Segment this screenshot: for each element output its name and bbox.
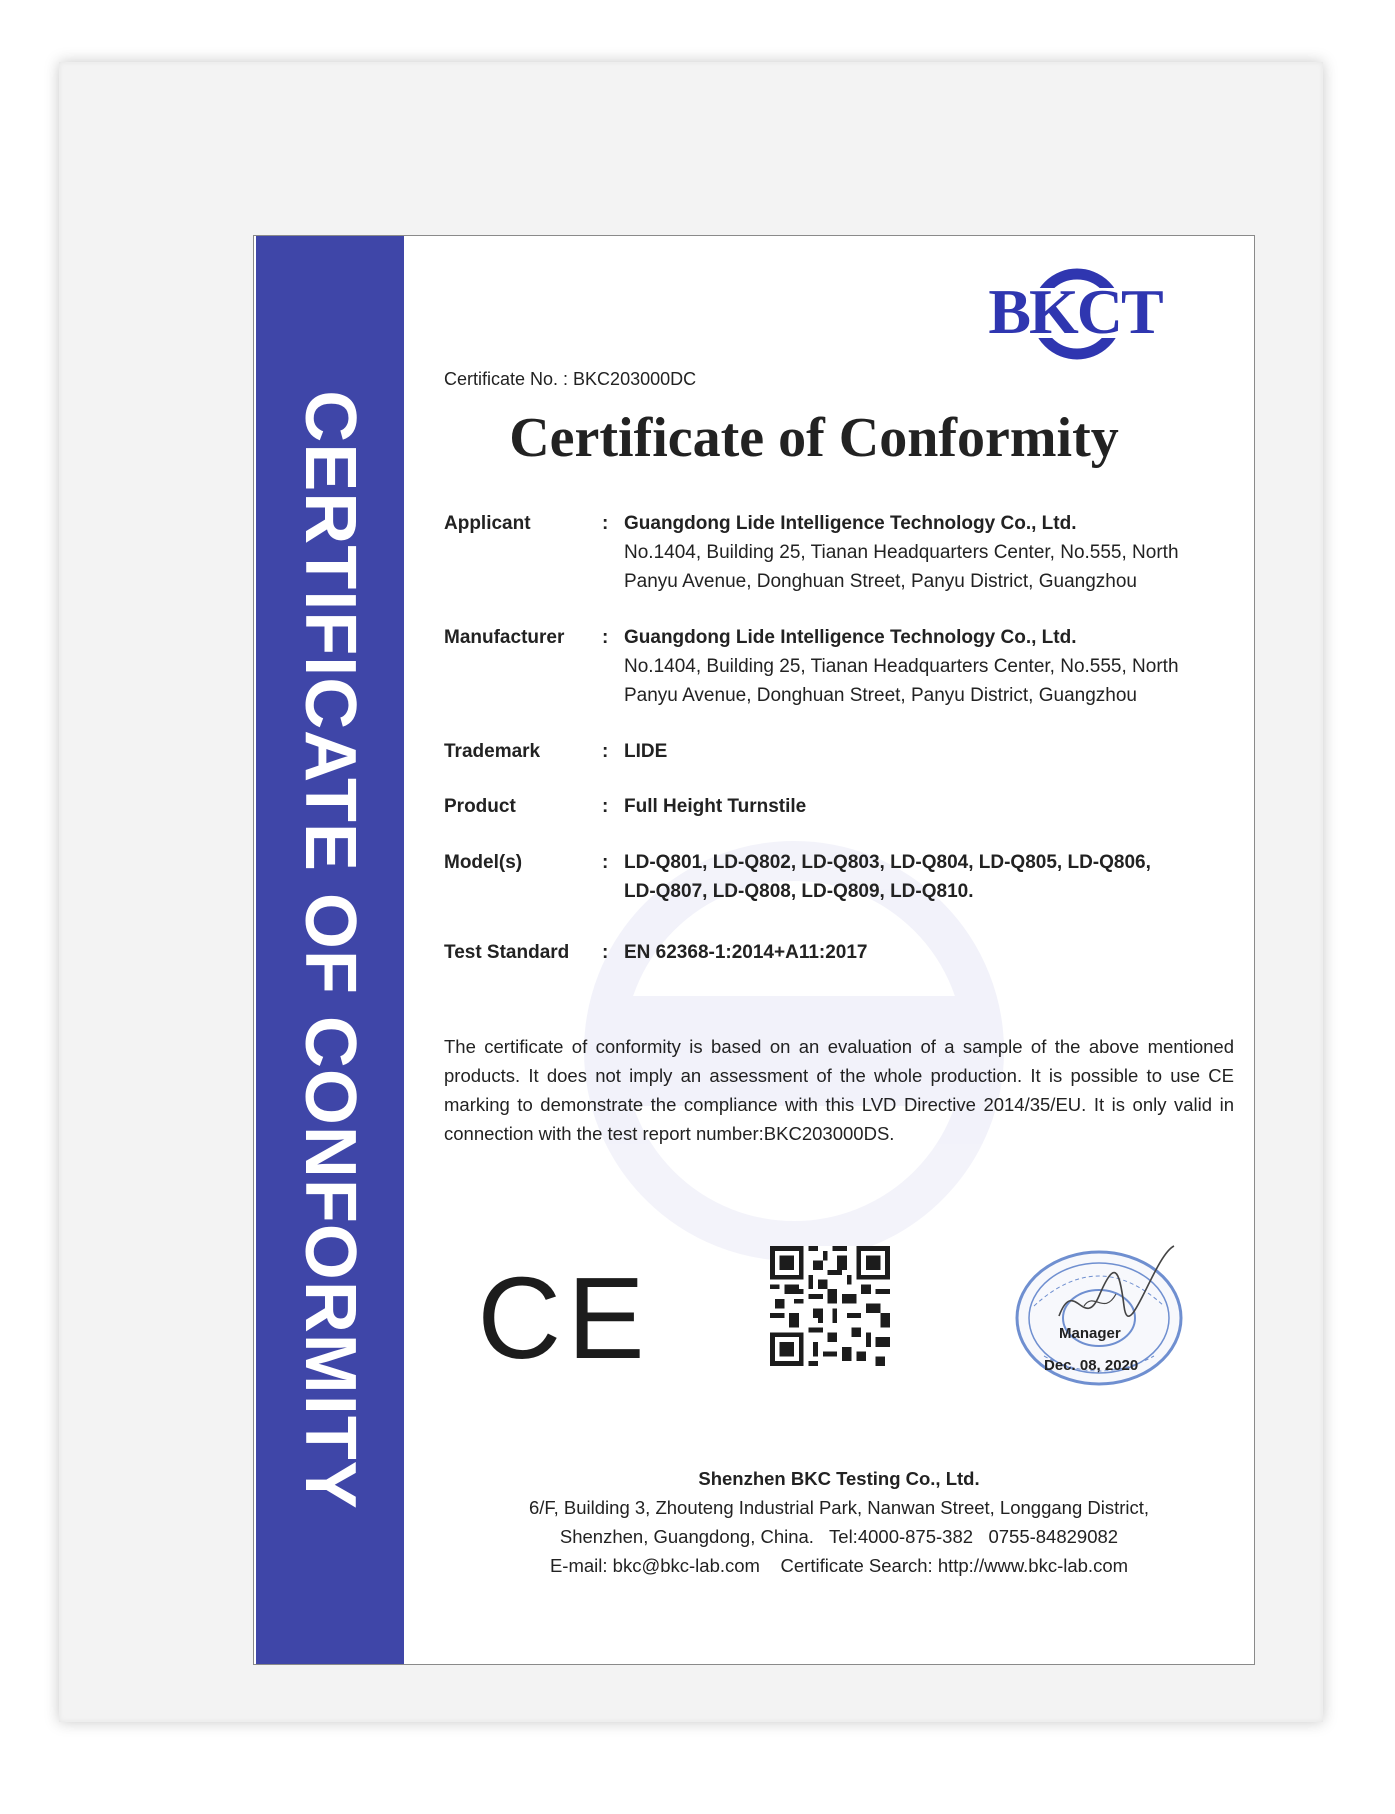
applicant-label: Applicant [444, 513, 531, 534]
manufacturer-label: Manufacturer [444, 627, 565, 648]
models-line1: LD-Q801, LD-Q802, LD-Q803, LD-Q804, LD-Q805, LD-Q806, [624, 852, 1151, 873]
sidebar-band [256, 236, 404, 1664]
manufacturer-colon: : [602, 627, 609, 648]
issuer-address-line2: Shenzhen, Guangdong, China. Tel:4000-875-382 0755-84829082 [559, 1526, 1119, 1547]
trademark-value: LIDE [624, 741, 668, 762]
manufacturer-address-line1: No.1404, Building 25, Tianan Headquarters Center, No.555, North [624, 656, 1179, 677]
bkct-logo [980, 264, 1170, 364]
certificate-paper [253, 235, 1255, 1665]
conformity-statement: The certificate of conformity is based on an evaluation of a sample of the above mentioned products. It does not imply an assessment of the whole production. It is possible to use CE marking to demonstrate the compliance with this LVD Directive 2014/35/EU. It is only valid in connection with the test report number:BKC203000DS. [444, 1036, 1234, 1144]
applicant-address-line1: No.1404, Building 25, Tianan Headquarters Center, No.555, North [624, 542, 1179, 563]
manufacturer-address-line2: Panyu Avenue, Donghuan Street, Panyu District, Guangzhou [624, 685, 1137, 706]
certificate-number: Certificate No. : BKC203000DC [444, 369, 697, 389]
test-standard-colon: : [602, 942, 609, 963]
issuer-company: Shenzhen BKC Testing Co., Ltd. [698, 1468, 980, 1489]
applicant-name: Guangdong Lide Intelligence Technology Co., Ltd. [624, 513, 1077, 534]
stamp-title: Manager [1059, 1325, 1121, 1342]
applicant-colon: : [602, 513, 609, 534]
ce-mark-text: CE [477, 1253, 651, 1383]
ce-mark [477, 1253, 651, 1383]
models-colon: : [602, 852, 609, 873]
models-label: Model(s) [444, 852, 523, 873]
issuer-address-line1: 6/F, Building 3, Zhouteng Industrial Park, Nanwan Street, Longgang District, [528, 1497, 1150, 1518]
qr-code [770, 1246, 890, 1366]
logo-text: BKCT [988, 276, 1162, 347]
stamp-date: Dec. 08, 2020 [1044, 1357, 1139, 1374]
sidebar-title: CERTIFICATE OF CONFORMITY [290, 390, 370, 1510]
test-standard-label: Test Standard [444, 942, 570, 963]
test-standard-value: EN 62368-1:2014+A11:2017 [624, 942, 868, 963]
certificate-frame [59, 62, 1323, 1722]
certificate-title: Certificate of Conformity [509, 407, 1119, 469]
models-line2: LD-Q807, LD-Q808, LD-Q809, LD-Q810. [624, 881, 974, 902]
product-colon: : [602, 796, 609, 817]
trademark-label: Trademark [444, 741, 541, 762]
applicant-address-line2: Panyu Avenue, Donghuan Street, Panyu District, Guangzhou [624, 571, 1137, 592]
product-value: Full Height Turnstile [624, 796, 807, 817]
product-label: Product [444, 796, 516, 817]
issuer-contact-line: E-mail: bkc@bkc-lab.com Certificate Search: http://www.bkc-lab.com [549, 1555, 1129, 1576]
trademark-colon: : [602, 741, 609, 762]
manufacturer-name: Guangdong Lide Intelligence Technology Co., Ltd. [624, 627, 1077, 648]
issuer-footer [444, 1464, 1234, 1580]
